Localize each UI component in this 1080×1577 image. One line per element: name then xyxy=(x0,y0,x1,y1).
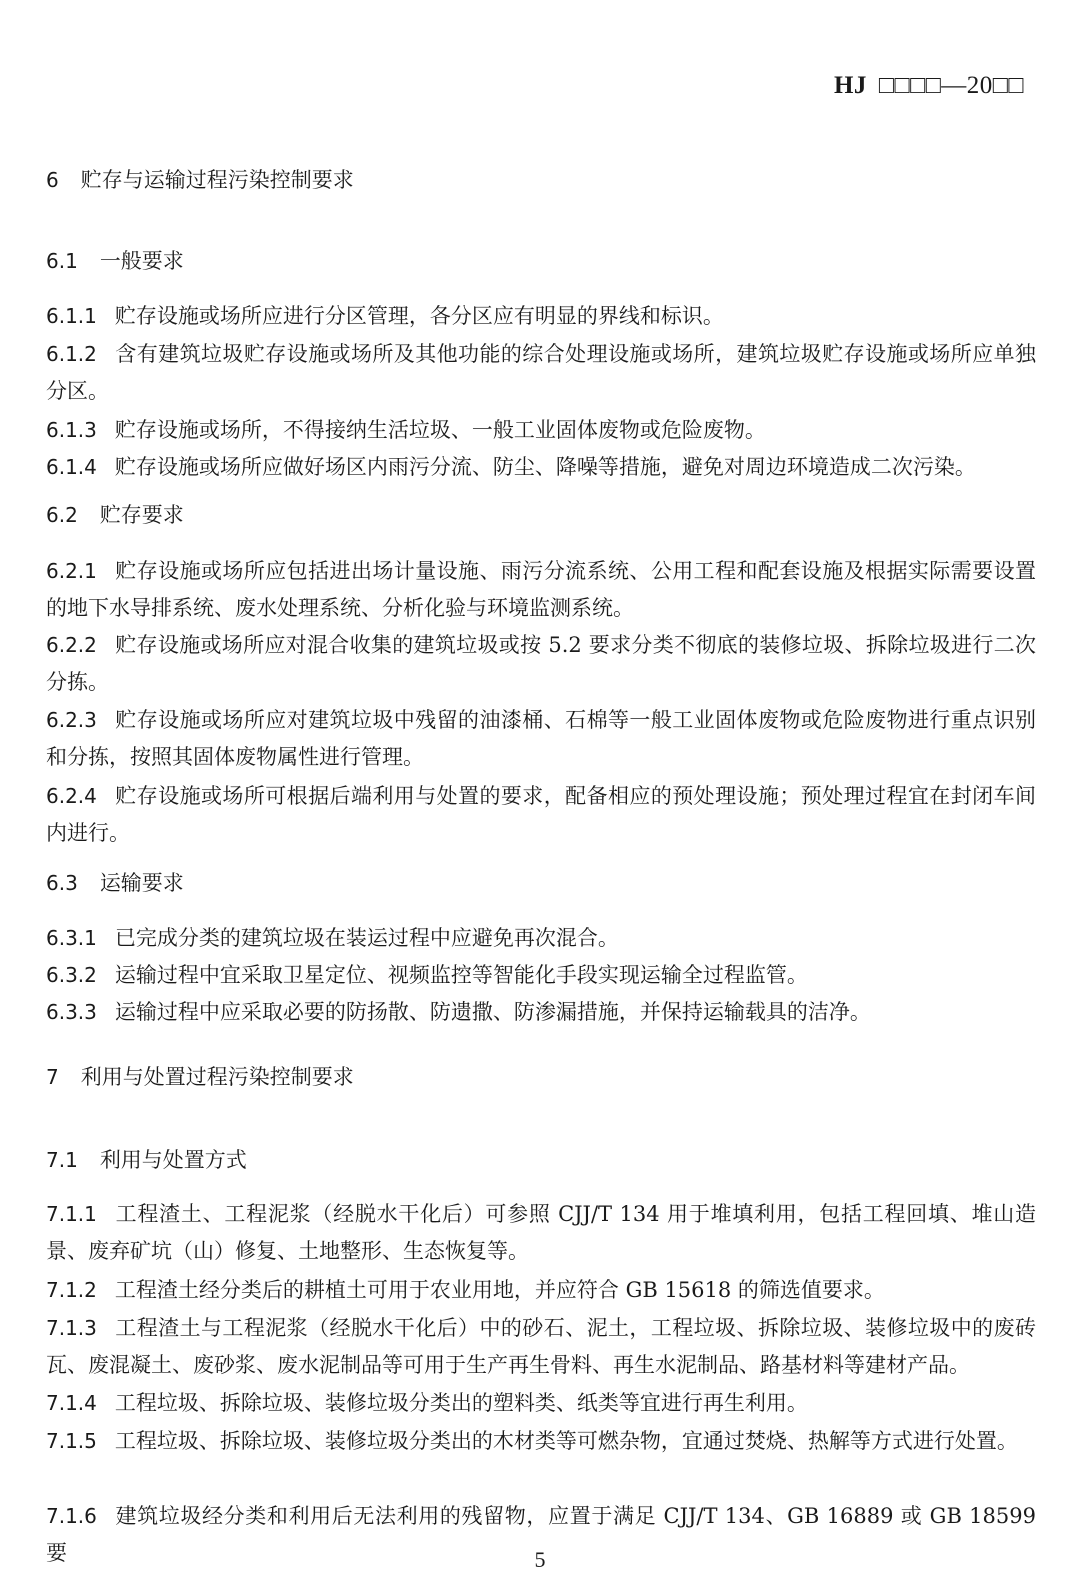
clause-text: 工程渣土与工程泥浆（经脱水干化后）中的砂石、泥土，工程垃圾、拆除垃圾、装修垃圾中的废砖瓦、废混凝土、废砂浆、废水泥制品等可用于生产再生骨料、再生水泥制品、路基材料等建材产品。 xyxy=(46,1316,1036,1377)
section-title: 贮存与运输过程污染控制要求 xyxy=(80,168,354,192)
section-heading-6-1 xyxy=(46,246,184,276)
clause-7-1-3 xyxy=(46,1310,1036,1384)
clause-number: 7.1.2 xyxy=(46,1278,97,1302)
clause-6-1-1 xyxy=(46,298,1036,335)
clause-6-3-1 xyxy=(46,920,1036,957)
clause-6-1-3 xyxy=(46,412,1036,449)
clause-text: 贮存设施或场所可根据后端利用与处置的要求，配备相应的预处理设施；预处理过程宜在封闭车间内进行。 xyxy=(46,784,1036,845)
clause-number: 6.1.1 xyxy=(46,304,97,328)
clause-number: 6.2.1 xyxy=(46,559,97,583)
clause-number: 7.1.1 xyxy=(46,1202,97,1226)
clause-text: 运输过程中宜采取卫星定位、视频监控等智能化手段实现运输全过程监管。 xyxy=(114,963,808,987)
clause-6-2-4 xyxy=(46,778,1036,852)
clause-text: 工程渣土经分类后的耕植土可用于农业用地，并应符合 GB 15618 的筛选值要求。 xyxy=(114,1278,885,1302)
clause-text: 贮存设施或场所应做好场区内雨污分流、防尘、降噪等措施，避免对周边环境造成二次污染。 xyxy=(114,455,976,479)
clause-text: 含有建筑垃圾贮存设施或场所及其他功能的综合处理设施或场所，建筑垃圾贮存设施或场所应单独分区。 xyxy=(46,342,1036,403)
clause-7-1-2 xyxy=(46,1272,1036,1309)
clause-number: 6.1.4 xyxy=(46,455,97,479)
section-number: 6 xyxy=(46,168,59,192)
section-heading-6-2 xyxy=(46,500,184,530)
clause-7-1-4 xyxy=(46,1385,1036,1422)
clause-text: 工程渣土、工程泥浆（经脱水干化后）可参照 CJJ/T 134 用于堆填利用，包括工程回填、堆山造景、废弃矿坑（山）修复、土地整形、生态恢复等。 xyxy=(46,1202,1036,1263)
section-title: 利用与处置方式 xyxy=(99,1148,247,1172)
clause-6-1-4 xyxy=(46,449,1036,486)
clause-6-1-2 xyxy=(46,336,1036,410)
section-number: 7 xyxy=(46,1065,59,1089)
clause-text: 贮存设施或场所应对建筑垃圾中残留的油漆桶、石棉等一般工业固体废物或危险废物进行重点识别和分拣，按照其固体废物属性进行管理。 xyxy=(46,708,1036,769)
clause-text: 贮存设施或场所，不得接纳生活垃圾、一般工业固体废物或危险废物。 xyxy=(114,418,766,442)
clause-text: 贮存设施或场所应进行分区管理，各分区应有明显的界线和标识。 xyxy=(114,304,724,328)
section-heading-7-1 xyxy=(46,1145,247,1175)
section-number: 7.1 xyxy=(46,1148,78,1172)
clause-text: 工程垃圾、拆除垃圾、装修垃圾分类出的木材类等可燃杂物，宜通过焚烧、热解等方式进行处置。 xyxy=(114,1429,1018,1453)
page-number: 5 xyxy=(534,1547,546,1572)
section-heading-6 xyxy=(46,165,354,195)
clause-6-3-3 xyxy=(46,994,1036,1031)
section-title: 运输要求 xyxy=(99,871,184,895)
clause-6-3-2 xyxy=(46,957,1036,994)
clause-number: 7.1.5 xyxy=(46,1429,97,1453)
clause-6-2-2 xyxy=(46,627,1036,701)
clause-text: 贮存设施或场所应对混合收集的建筑垃圾或按 5.2 要求分类不彻底的装修垃圾、拆除垃圾进行二次分拣。 xyxy=(46,633,1036,694)
standard-code-header xyxy=(834,72,1024,100)
clause-number: 6.2.4 xyxy=(46,784,97,808)
clause-number: 7.1.6 xyxy=(46,1504,97,1528)
clause-text: 建筑垃圾经分类和利用后无法利用的残留物，应置于满足 CJJ/T 134、GB 16889 或 GB 18599 要 xyxy=(46,1504,1036,1565)
clause-text: 已完成分类的建筑垃圾在装运过程中应避免再次混合。 xyxy=(114,926,619,950)
section-number: 6.2 xyxy=(46,503,78,527)
section-title: 贮存要求 xyxy=(99,503,184,527)
clause-text: 运输过程中应采取必要的防扬散、防遗撒、防渗漏措施，并保持运输载具的洁净。 xyxy=(114,1000,871,1024)
clause-6-2-3 xyxy=(46,702,1036,776)
section-title: 利用与处置过程污染控制要求 xyxy=(80,1065,354,1089)
clause-number: 6.3.2 xyxy=(46,963,97,987)
section-number: 6.3 xyxy=(46,871,78,895)
clause-number: 6.3.3 xyxy=(46,1000,97,1024)
clause-text: 工程垃圾、拆除垃圾、装修垃圾分类出的塑料类、纸类等宜进行再生利用。 xyxy=(114,1391,808,1415)
clause-number: 6.2.3 xyxy=(46,708,97,732)
clause-number: 7.1.4 xyxy=(46,1391,97,1415)
standard-number: □□□□—20□□ xyxy=(878,72,1024,99)
clause-number: 7.1.3 xyxy=(46,1316,97,1340)
standard-prefix: HJ xyxy=(833,72,867,99)
clause-7-1-5 xyxy=(46,1423,1036,1460)
clause-number: 6.1.2 xyxy=(46,342,97,366)
clause-text: 贮存设施或场所应包括进出场计量设施、雨污分流系统、公用工程和配套设施及根据实际需要设置的地下水导排系统、废水处理系统、分析化验与环境监测系统。 xyxy=(46,559,1036,620)
clause-7-1-1 xyxy=(46,1196,1036,1270)
clause-number: 6.3.1 xyxy=(46,926,97,950)
clause-number: 6.1.3 xyxy=(46,418,97,442)
section-title: 一般要求 xyxy=(99,249,184,273)
section-heading-6-3 xyxy=(46,868,184,898)
section-number: 6.1 xyxy=(46,249,78,273)
clause-number: 6.2.2 xyxy=(46,633,97,657)
section-heading-7 xyxy=(46,1062,354,1092)
clause-6-2-1 xyxy=(46,553,1036,627)
